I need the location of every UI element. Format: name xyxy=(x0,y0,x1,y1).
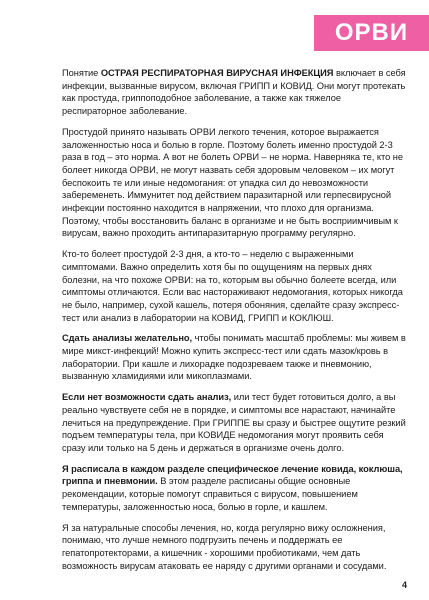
page-number: 4 xyxy=(401,580,407,590)
text-run: или тест будет готовиться долго, а вы реально чувствуете себя не в порядке, и симптомы все нарастают, начинайте лечиться на предупреждение. При ГРИППЕ вы сразу и быстрее ощутите резкий подъем температуры тела, при КОВИДЕ недомогания могут проявить себя сразу или только на 5 день и держаться в организме очень долго. xyxy=(62,392,406,453)
bold-text-run: Если нет возможности сдать анализ, xyxy=(62,392,232,403)
paragraph-no-tests xyxy=(62,391,407,455)
text-run: Понятие xyxy=(62,68,101,78)
paragraph-cold-norm xyxy=(62,126,407,240)
text-run: чтобы понимать масштаб проблемы: мы живем в мире микст-инфекций! Можно купить экспресс-тест или сдать мазок/кровь в лаборатории. При кашле и лихорадке подозреваем также и пневмонию, вызванную хламидиями или микоплазмами. xyxy=(62,333,406,382)
paragraph-treatment-sections xyxy=(62,463,407,514)
text-run: Я за натуральные способы лечения, но, когда регулярно вижу осложнения, понимаю, что лучше немного подгрузить печень и поддержать ее гепатопротекторами, а кишечник - хорошими пробиотиками, чем дать возможность вирусам атаковать ее наряду с другими органами и сосудами. xyxy=(62,522,387,571)
text-run: Простудой принято называть ОРВИ легкого течения, которое выражается заложенностью носа и болью в горле. Поэтому болеть именно простудой 2-3 раза в год – это норма. А вот не болеть ОРВИ – не норма. Наверняка те, кто не болеет никогда ОРВИ, не могут назвать себя здоровым человеком – их могут беспокоить те или иные недомогания: от упадка сил до невозможности забеременеть. Иммунитет под действием паразитарной или герпесвирусной инфекции постоянно находится в напряжении, что плохо для организма. Поэтому, чтобы восстановить баланс в организме и не быть восприимчивым к вирусам, важно проходить антипаразитарную программу регулярно. xyxy=(62,126,403,239)
paragraph-intro xyxy=(62,67,407,118)
bold-text-run: ОСТРАЯ РЕСПИРАТОРНАЯ ВИРУСНАЯ ИНФЕКЦИЯ xyxy=(100,68,334,78)
paragraph-tests xyxy=(62,332,407,383)
paragraph-natural-methods xyxy=(62,522,407,573)
page-title: ОРВИ xyxy=(334,19,409,46)
text-run: Кто-то болеет простудой 2-3 дня, а кто-то – неделю с выраженными симптомами. Важно определить хотя бы по ощущениям на первых днях болезни, на что похоже ОРВИ: на то, которым вы обычно болеете всегда, или симптомы отличаются. Если вас настораживают недомогания, которых никогда не было, например, сухой кашель, потеря обоняния, сделайте сразу экспресс-тест или анализ в лаборатории на КОВИД, ГРИПП и КОКЛЮШ. xyxy=(62,249,403,323)
paragraph-symptoms xyxy=(62,248,407,324)
bold-text-run: Сдать анализы желательно, xyxy=(62,333,193,344)
bold-text-run: Я расписала в каждом разделе специфическое лечение ковида, коклюша, гриппа и пневмонии. xyxy=(62,463,403,487)
article-body xyxy=(62,67,407,580)
text-run: В этом разделе расписаны общие основные рекомендации, которые помогут справиться с вирусом, повышением температуры, заложенностью носа, болью в горле, и кашлем. xyxy=(62,476,358,512)
text-run: включает в себя инфекции, вызванные вирусом, включая ГРИПП и КОВИД. Они могут протекать как простуда, гриппоподобное заболевание, а также как тяжелое респираторное заболевание. xyxy=(62,68,406,117)
header-band xyxy=(0,0,429,50)
title-banner xyxy=(314,15,429,51)
